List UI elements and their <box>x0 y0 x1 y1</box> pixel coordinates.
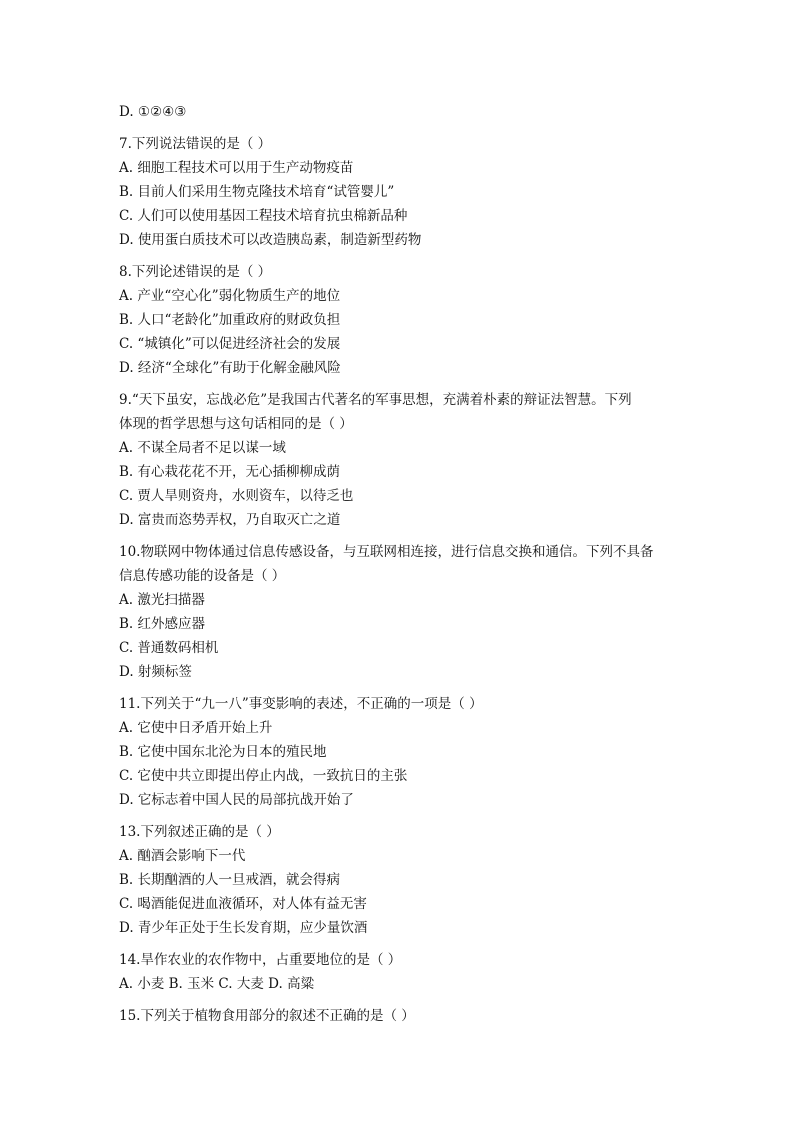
option-b: B. 它使中国东北沦为日本的殖民地 <box>119 744 327 760</box>
inline-options: A. 小麦 B. 玉米 C. 大麦 D. 高粱 <box>119 976 315 992</box>
option-a: A. 产业“空心化”弱化物质生产的地位 <box>119 288 341 304</box>
option-b: B. 有心栽花花不开，无心插柳柳成荫 <box>119 464 341 480</box>
question-stem-line-2: 体现的哲学思想与这句话相同的是（ ） <box>119 416 353 432</box>
question-stem-line-1: 10.物联网中物体通过信息传感设备，与互联网相连接，进行信息交换和通信。下列不具备 <box>119 544 654 560</box>
question-stem: 11.下列关于“九一八”事变影响的表述，不正确的一项是（ ） <box>119 696 483 712</box>
option-b: B. 人口“老龄化”加重政府的财政负担 <box>119 312 341 328</box>
option-a: A. 不谋全局者不足以谋一域 <box>119 440 286 456</box>
question-stem: 7.下列说法错误的是（ ） <box>119 136 272 152</box>
option-c: C. “城镇化”可以促进经济社会的发展 <box>119 336 341 352</box>
option-c: C. 喝酒能促进血液循环，对人体有益无害 <box>119 896 367 912</box>
question-9 <box>119 388 679 532</box>
question-stem: 14.旱作农业的农作物中，占重要地位的是（ ） <box>119 952 402 968</box>
question-11 <box>119 692 679 812</box>
option-d-prev: D. ①②④③ <box>119 104 187 120</box>
option-d: D. 射频标签 <box>119 664 192 680</box>
question-stem-line-1: 9.“天下虽安，忘战必危”是我国古代著名的军事思想，充满着朴素的辩证法智慧。下列 <box>119 392 632 408</box>
option-c: C. 普通数码相机 <box>119 640 219 656</box>
option-d: D. 使用蛋白质技术可以改造胰岛素，制造新型药物 <box>119 232 422 248</box>
question-stem: 8.下列论述错误的是（ ） <box>119 264 272 280</box>
option-d: D. 富贵而恣势弄权，乃自取灭亡之道 <box>119 512 341 528</box>
option-b: B. 红外感应器 <box>119 616 206 632</box>
option-d: D. 青少年正处于生长发育期，应少量饮酒 <box>119 920 368 936</box>
option-b: B. 长期酗酒的人一旦戒酒，就会得病 <box>119 872 341 888</box>
option-a: A. 激光扫描器 <box>119 592 205 608</box>
question-13 <box>119 820 679 940</box>
option-d: D. 它标志着中国人民的局部抗战开始了 <box>119 792 354 808</box>
option-c: C. 人们可以使用基因工程技术培育抗虫棉新品种 <box>119 208 408 224</box>
option-a: A. 酗酒会影响下一代 <box>119 848 246 864</box>
question-10 <box>119 540 679 684</box>
option-a: A. 细胞工程技术可以用于生产动物疫苗 <box>119 160 354 176</box>
exam-page <box>119 100 679 1028</box>
question-stem: 13.下列叙述正确的是（ ） <box>119 824 280 840</box>
question-15 <box>119 1004 679 1028</box>
question-7 <box>119 132 679 252</box>
question-stem-line-2: 信息传感功能的设备是（ ） <box>119 568 286 584</box>
question-14 <box>119 948 679 996</box>
question-stem: 15.下列关于植物食用部分的叙述不正确的是（ ） <box>119 1008 415 1024</box>
question-8 <box>119 260 679 380</box>
option-c: C. 它使中共立即提出停止内战，一致抗日的主张 <box>119 768 408 784</box>
option-d: D. 经济“全球化”有助于化解金融风险 <box>119 360 341 376</box>
option-a: A. 它使中日矛盾开始上升 <box>119 720 273 736</box>
option-c: C. 贾人旱则资舟，水则资车，以待乏也 <box>119 488 354 504</box>
option-b: B. 目前人们采用生物克隆技术培育“试管婴儿” <box>119 184 395 200</box>
